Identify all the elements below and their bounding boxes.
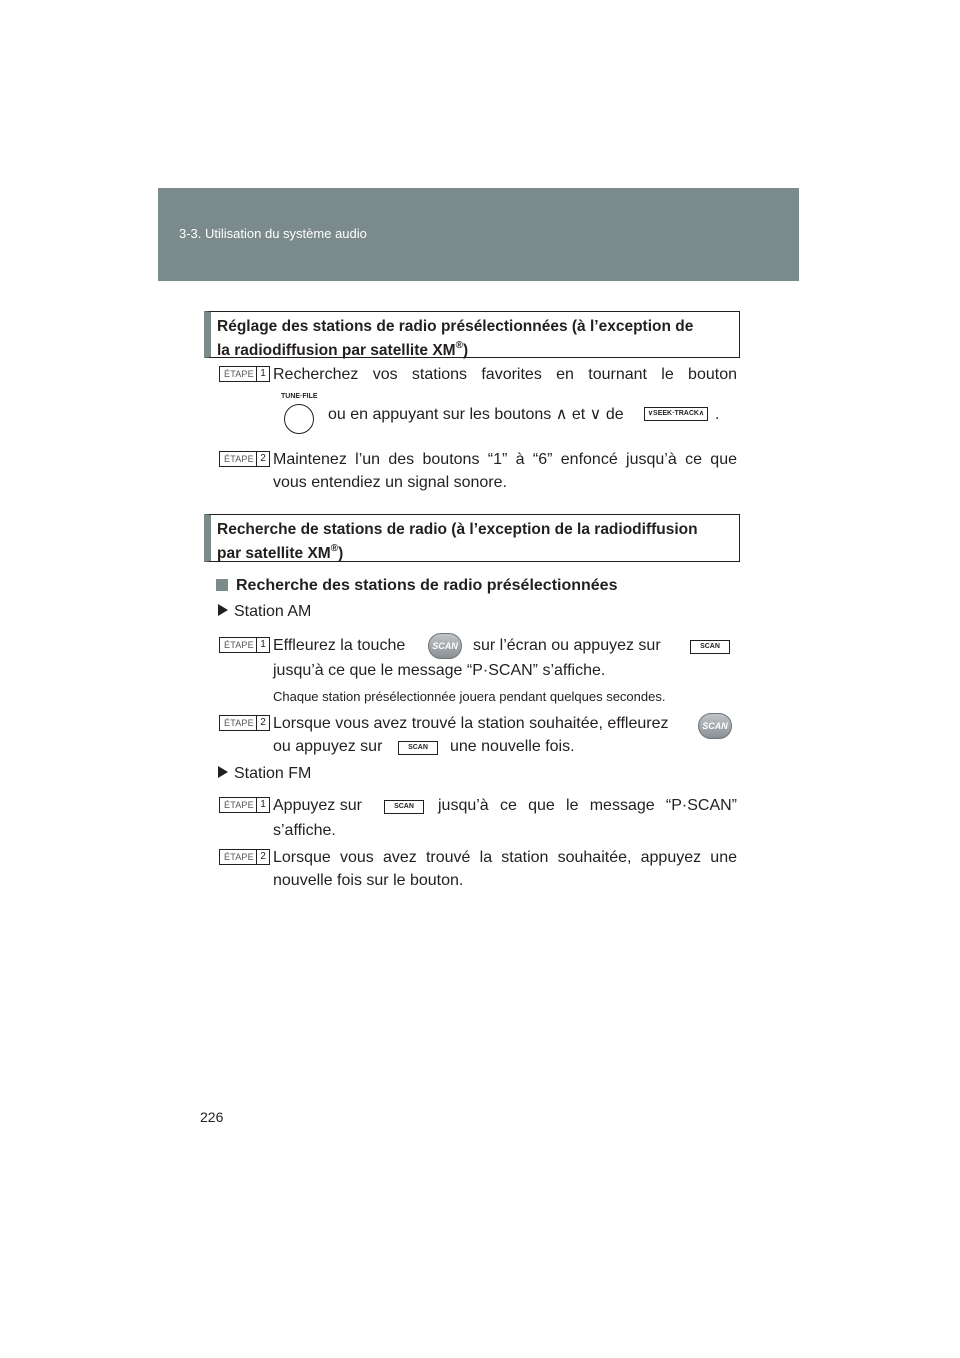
section-title-line1: Réglage des stations de radio présélectionnées (à l’exception de bbox=[217, 318, 694, 335]
step-text: Lorsque vous avez trouvé la station souhaitée, effleurez bbox=[273, 715, 669, 732]
step-note: Chaque station présélectionnée jouera pendant quelques secondes. bbox=[273, 689, 666, 704]
step-text: jusqu’à ce que le message “P·SCAN” bbox=[438, 797, 737, 814]
registered-mark: ® bbox=[455, 340, 463, 351]
triangle-bullet-icon bbox=[218, 766, 228, 778]
scan-touch-icon: SCAN bbox=[698, 713, 732, 739]
section-title-preset-setting bbox=[204, 311, 740, 358]
step-text: nouvelle fois sur le bouton. bbox=[273, 872, 464, 889]
station-am-heading: Station AM bbox=[218, 600, 311, 624]
step-text: Effleurez la touche bbox=[273, 637, 406, 654]
square-bullet-icon bbox=[216, 579, 228, 591]
step-text: . bbox=[715, 406, 720, 423]
step-badge: ÉTAPE 1 bbox=[219, 366, 270, 382]
step-badge: ÉTAPE 2 bbox=[219, 715, 270, 731]
page-number: 226 bbox=[200, 1109, 224, 1125]
section-title-scan bbox=[204, 514, 740, 562]
step-text: ou appuyez sur bbox=[273, 738, 383, 755]
step-text: vous entendiez un signal sonore. bbox=[273, 474, 507, 491]
registered-mark: ® bbox=[330, 543, 339, 554]
step-text: Appuyez sur bbox=[273, 797, 362, 814]
scan-button-icon: SCAN bbox=[398, 741, 438, 755]
step-text: ou en appuyant sur les boutons ∧ et ∨ de bbox=[328, 406, 624, 423]
knob-label: TUNE·FILE bbox=[281, 393, 318, 400]
step-text: sur l’écran ou appuyez sur bbox=[473, 637, 661, 654]
seek-track-button-icon: ∨SEEK·TRACK∧ bbox=[644, 407, 708, 421]
step-badge: ÉTAPE 1 bbox=[219, 637, 270, 653]
scan-button-icon: SCAN bbox=[690, 640, 730, 654]
step-text: Lorsque vous avez trouvé la station souhaitée, appuyez une bbox=[273, 849, 737, 866]
step-text: s’affiche. bbox=[273, 822, 336, 839]
station-fm-heading: Station FM bbox=[218, 762, 311, 786]
step-text: Recherchez vos stations favorites en tournant le bouton bbox=[273, 366, 737, 383]
step-badge: ÉTAPE 2 bbox=[219, 451, 270, 467]
section-title-line2: la radiodiffusion par satellite XM®) bbox=[217, 340, 469, 359]
scan-touch-icon: SCAN bbox=[428, 633, 462, 659]
step-badge: ÉTAPE 1 bbox=[219, 797, 270, 813]
scan-button-icon: SCAN bbox=[384, 800, 424, 814]
tune-file-knob-icon bbox=[284, 404, 314, 434]
step-text: jusqu’à ce que le message “P·SCAN” s’affiche. bbox=[273, 662, 606, 679]
subheading: Recherche des stations de radio présélectionnées bbox=[216, 574, 617, 598]
section-title-line2: par satellite XM®) bbox=[217, 543, 344, 562]
step-text: une nouvelle fois. bbox=[450, 738, 575, 755]
triangle-bullet-icon bbox=[218, 604, 228, 616]
header-band bbox=[158, 188, 799, 281]
section-title-line1: Recherche de stations de radio (à l’exception de la radiodiffusion bbox=[217, 521, 698, 538]
step-badge: ÉTAPE 2 bbox=[219, 849, 270, 865]
breadcrumb: 3-3. Utilisation du système audio bbox=[179, 226, 367, 241]
step-text: Maintenez l’un des boutons “1” à “6” enfoncé jusqu’à ce que bbox=[273, 451, 737, 468]
